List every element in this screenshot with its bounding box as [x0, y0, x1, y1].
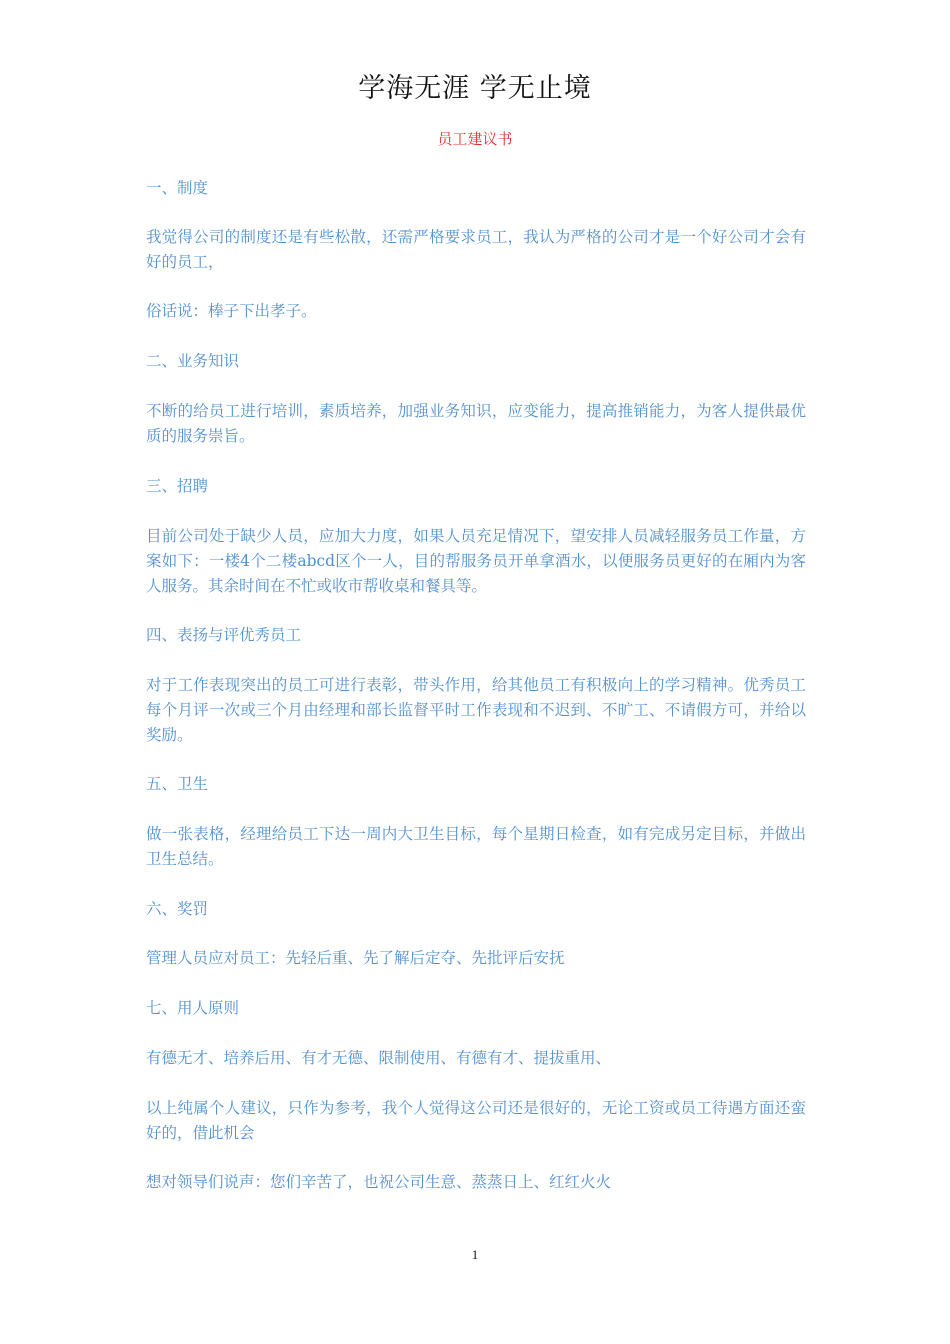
paragraph-praise: 对于工作表现突出的员工可进行表彰，带头作用，给其他员工有积极向上的学习精神。优秀员工每个月评一次或三个月由经理和部长监督平时工作表现和不迟到、不旷工、不请假方可，并给以奖励。	[146, 676, 806, 744]
section-heading-praise: 四、表扬与评优秀员工	[146, 626, 302, 644]
section-heading-recruit: 三、招聘	[146, 477, 209, 495]
section-heading-system: 一、制度	[146, 179, 209, 197]
paragraph-knowledge: 不断的给员工进行培训，素质培养，加强业务知识，应变能力，提高推销能力，为客人提供最优质的服务崇旨。	[146, 402, 806, 445]
paragraph-principles: 有德无才、培养后用、有才无德、限制使用、有德有才、提拔重用、	[146, 1049, 612, 1067]
document-title: 员工建议书	[437, 130, 513, 148]
page-number: 1	[471, 1247, 479, 1262]
page-header-motto: 学海无涯 学无止境	[358, 73, 592, 104]
section-heading-hygiene: 五、卫生	[146, 775, 209, 793]
paragraph-recruit: 目前公司处于缺少人员，应加大力度，如果人员充足情况下，望安排人员减轻服务员工作量，方案如下：一楼4个二楼abcd区个一人，目的帮服务员开单拿酒水，以便服务员更好的在厢内为客人服务。其余时间在不忙或收市帮收桌和餐具等。	[146, 527, 806, 595]
paragraph-system: 我觉得公司的制度还是有些松散，还需严格要求员工，我认为严格的公司才是一个好公司才会有好的员工，	[146, 228, 806, 271]
paragraph-hygiene: 做一张表格，经理给员工下达一周内大卫生目标，每个星期日检查，如有完成另定目标，并做出卫生总结。	[146, 825, 806, 868]
section-heading-knowledge: 二、业务知识	[146, 352, 240, 370]
paragraph-conclusion: 以上纯属个人建议，只作为参考，我个人觉得这公司还是很好的，无论工资或员工待遇方面还蛮好的，借此机会	[146, 1099, 806, 1142]
paragraph-proverb: 俗话说：棒子下出孝子。	[146, 302, 317, 320]
paragraph-rewards: 管理人员应对员工：先轻后重、先了解后定夺、先批评后安抚	[146, 949, 565, 967]
section-heading-rewards: 六、奖罚	[146, 900, 209, 918]
section-heading-principles: 七、用人原则	[146, 999, 240, 1017]
paragraph-closing: 想对领导们说声：您们辛苦了，也祝公司生意、蒸蒸日上、红红火火	[146, 1173, 612, 1191]
